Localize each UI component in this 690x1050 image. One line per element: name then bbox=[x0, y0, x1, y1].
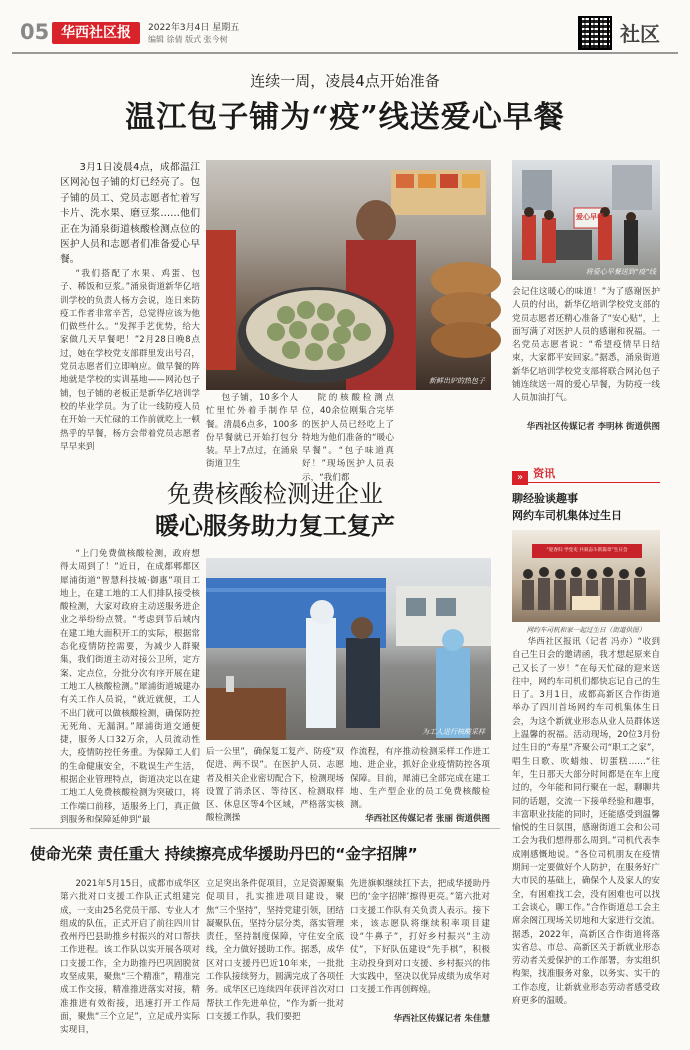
paper-name: 华西社区报 bbox=[61, 25, 131, 41]
story2-byline: 华西社区传媒记者 张丽 街道供图 bbox=[365, 814, 490, 824]
story1-side-photo bbox=[512, 160, 660, 280]
story1-col1: “我们搭配了水果、鸡蛋、包子、稀饭和豆浆。”涌泉街道新华亿培训学校的负责人杨方会说，连日来防疫工作者非常辛苦，总觉得应该为他们做些什么。“发挥手艺优势，给大家做几天早餐吧！”2月28日晚8点过，她在学校党支部群里发出号召，党员志愿者们立即响应。做早餐的阵地就是学校的实训基地——网沁包子铺，包子铺的老板正是新华亿培训学校的毕业学员。为了让一线防疫人员在开始一天忙碌的工作前就吃上一顿热乎的早餐，杨方会带着党员志愿者早早来到 bbox=[60, 269, 200, 452]
news-flash-body: 华西社区报讯（记者 冯亦）“收到自己生日会的邀请函，我才想起原来自己又长了一岁！”在每天忙碌的迎来送往中，网约车司机们都快忘记自己的生日了。3月1日，成都高新区合作街道举办了四川首场网约车司机集体生日会，为这个新就业形态从业人员群体送上温馨的祝福。活动现场，20位3月份过生日的“寿星”齐聚公司“职工之家”，唱生日歌、吹蜡烛、切蛋糕……“往年，生日那天大部分时间都是在车上度过的，今年能和同行聚在一起，聊聊共同的话题，交流一下接单经验和趣事，丰富职业技能的同时，还能感受到温馨愉悦的生日氛围，感谢街道工会和公司工会为我们想得那么周到。”司机代表李成刚感慨地说。“各位司机朋友在疫情期间一定要做好个人防护，在服务好广大市民的基础上，确保个人及家人的安全，有困难找工会，没有困难也可以找工会谈心，聊工作。”合作街道总工会主席余阁江现场关切地和大家进行交流。据悉，2022年，高新区合作街道将落实省总、市总、高新区关于新就业形态劳动者关爱保护的工作部署，夯实组织构架，找准服务对象，以务实、实干的工作态度，让新就业形态劳动者感受政府更多的温暖。 bbox=[512, 637, 660, 1007]
story2-photo bbox=[206, 558, 491, 740]
sign-text: 爱心早餐 bbox=[576, 213, 604, 221]
photo-caption: 为工人进行核酸采样 bbox=[422, 728, 485, 736]
news-flash-headline-1: 聊经验谈趣事 bbox=[512, 492, 578, 505]
story3-col2: 立足突出条件促项目，立足资源聚集促项目，扎实推进项目建设，聚焦“三个坚持”，坚持党建引领，团结凝聚队伍，坚持分层分类，落实管理责任，坚持制度保障，守住安全底线，全力做好援助工作。据悉，成华区对口支援丹巴近10年来，一批批工作队接续努力，圆满完成了各项任务。成华区已连续四年获评首次对口帮扶工作先进单位，“作为新一批对口支援工作队，我们要把 bbox=[206, 879, 344, 1022]
story3-col3: 先进旗帜继续扛下去，把成华援助丹巴的‘金字招牌’擦得更亮。”第六批对口支援工作队有关负责人表示。接下来，该志愿队将继续积率项目建设“牛鼻子”，打好乡村振兴“主动仗”，下好队伍建设“先手棋”，积极主动投身到对口支援、乡村振兴的伟大实践中，坚决以优异成绩为成华对口支援工作再创辉煌。 bbox=[350, 879, 490, 996]
story2-col2: 后一公里”，确保复工复产、防疫“双促进、两不误”。在医护人员、志愿者及相关企业密切配合下，检测现场设置了消杀区、等待区、检测取样区、休息区等4个区域，严格落实核酸检测操 bbox=[206, 747, 344, 824]
page-number: 05 bbox=[20, 20, 50, 44]
story3-headline: 使命光荣 责任重大 持续擦亮成华援助丹巴的“金字招牌” bbox=[30, 845, 418, 863]
news-flash-photo-caption: 网约车司机和家一起过生日（街道供图） bbox=[526, 626, 646, 634]
paper-logo bbox=[52, 22, 140, 44]
chevron-right-icon: » bbox=[512, 471, 528, 485]
story1-byline: 华西社区传媒记者 李明林 街道供图 bbox=[526, 422, 660, 432]
story1-col4-continued bbox=[398, 392, 490, 472]
story1-kicker: 连续一周，凌晨4点开始准备 bbox=[250, 72, 440, 90]
editor-credits: 编辑 徐倩 版式 张今树 bbox=[148, 35, 228, 44]
story1-col3: 院的核酸检测点位，40余位刚集合完毕的医护人员已经吃上了特地为他们准备的“暖心早餐”。“包子味道真好！”现场医护人员表示，“我们都 bbox=[302, 393, 394, 483]
photo-caption: 新鲜出炉的热包子 bbox=[429, 377, 485, 385]
story2-col1: “上门免费做核酸检测，政府想得太周到了！”近日，在成都郫都区犀浦街道“智慧科技城·御惠”项目工地上，在建工地的工人们排队接受核酸检测，大家对政府主动送服务进企业之举纷纷点赞。“考虑到节后域内在建工地大面积开工的实际，根据常态化疫情防控需要，为减少人群聚集，我们街道主动对接公卫所，定方案、定点位，分批分次有序开展在建工地工人核酸检测。”犀浦街道城建办有关工作人员说，“就近就便，工人不出门就可以做核酸检测，确保防控无死角、无漏洞。”犀浦街道交通便捷，服务人口32万余，人员流动性大，疫情防控任务重。为保障工人们的生命健康安全，不耽误生产生活，根据企业管理特点，街道决定以在建工地工人免费核酸检测为突破口，将工作端口前移，适服务上门，真正做到服务和保障延伸到“最 bbox=[60, 549, 200, 825]
news-flash-headline-2: 网约车司机集体过生日 bbox=[512, 509, 622, 522]
issue-date: 2022年3月4日 星期五 bbox=[148, 23, 240, 33]
story2-headline-1: 免费核酸检测进企业 bbox=[167, 480, 383, 508]
story3-byline: 华西社区传媒记者 朱佳慧 bbox=[393, 1014, 490, 1024]
story1-col2: 包子铺，10多个人忙里忙外着手制作早餐。清晨6点多，100多份早餐就已开始打包分装。早上7点过，在涌泉街道卫生 bbox=[206, 393, 298, 470]
banner-text: “迎春归 学党史 共叙奋斗新篇章”生日会 bbox=[546, 548, 628, 553]
section-name: 社区 bbox=[620, 22, 660, 46]
news-flash-label-text: 资讯 bbox=[533, 467, 556, 480]
news-flash-photo bbox=[512, 530, 660, 622]
story1-main-photo bbox=[206, 160, 491, 390]
story1-lede: 3月1日凌晨4点，成都温江区网沁包子铺的灯已经亮了。包子铺的员工、党员志愿者忙着写卡片、洗水果、磨豆浆……他们正在为涌泉街道核酸检测点位的医护人员和志愿者们准备爱心早餐。 bbox=[60, 162, 200, 266]
header-rule bbox=[12, 52, 678, 54]
photo-caption: 将爱心早餐送到“疫”线 bbox=[585, 268, 656, 276]
story1-headline: 温江包子铺为“疫”线送爱心早餐 bbox=[125, 100, 565, 135]
story2-col3: 作流程，有序推动检测采样工作进工地、进企业，抓好企业疫情防控各项保障。目前，犀浦已全部完成在建工地、生产型企业的员工免费核酸检测。 bbox=[350, 747, 490, 811]
story3-rule bbox=[30, 828, 500, 829]
masthead bbox=[12, 14, 678, 58]
story3-col1: 2021年5月15日，成都市成华区第六批对口支援工作队正式组建完成，一支由25名党员干部、专业人才组成的队伍，正式开启了前往四川甘孜州丹巴县助推乡村振兴的对口帮扶工作进程。该工作队以实开展各项对口支援工作，全力助推丹巴巩固脱贫攻坚成果，聚焦“三个精准”，精准完成工作交接，精准推进落实对接，精准推进有效衔接，迅速打开工作局面，聚焦“三个立足”，立足成丹实际实现目， bbox=[60, 879, 200, 1036]
story1-col4: 会记住这暖心的味道！”为了感谢医护人员的付出，新华亿培训学校党支部的党员志愿者还精心准备了“安心贴”，上面写满了对医护人员的感谢和祝福。一名党员志愿者说：“希望疫情早日结束，大家都平安回家。”据悉，涌泉街道新华亿培训学校党支部将联合网沁包子铺连续送一周的爱心早餐，为防疫一线人员加油打气。 bbox=[512, 287, 660, 404]
story2-headline-2: 暖心服务助力复工复产 bbox=[155, 512, 395, 540]
news-flash-label bbox=[512, 465, 660, 483]
qr-code-icon bbox=[578, 16, 612, 50]
